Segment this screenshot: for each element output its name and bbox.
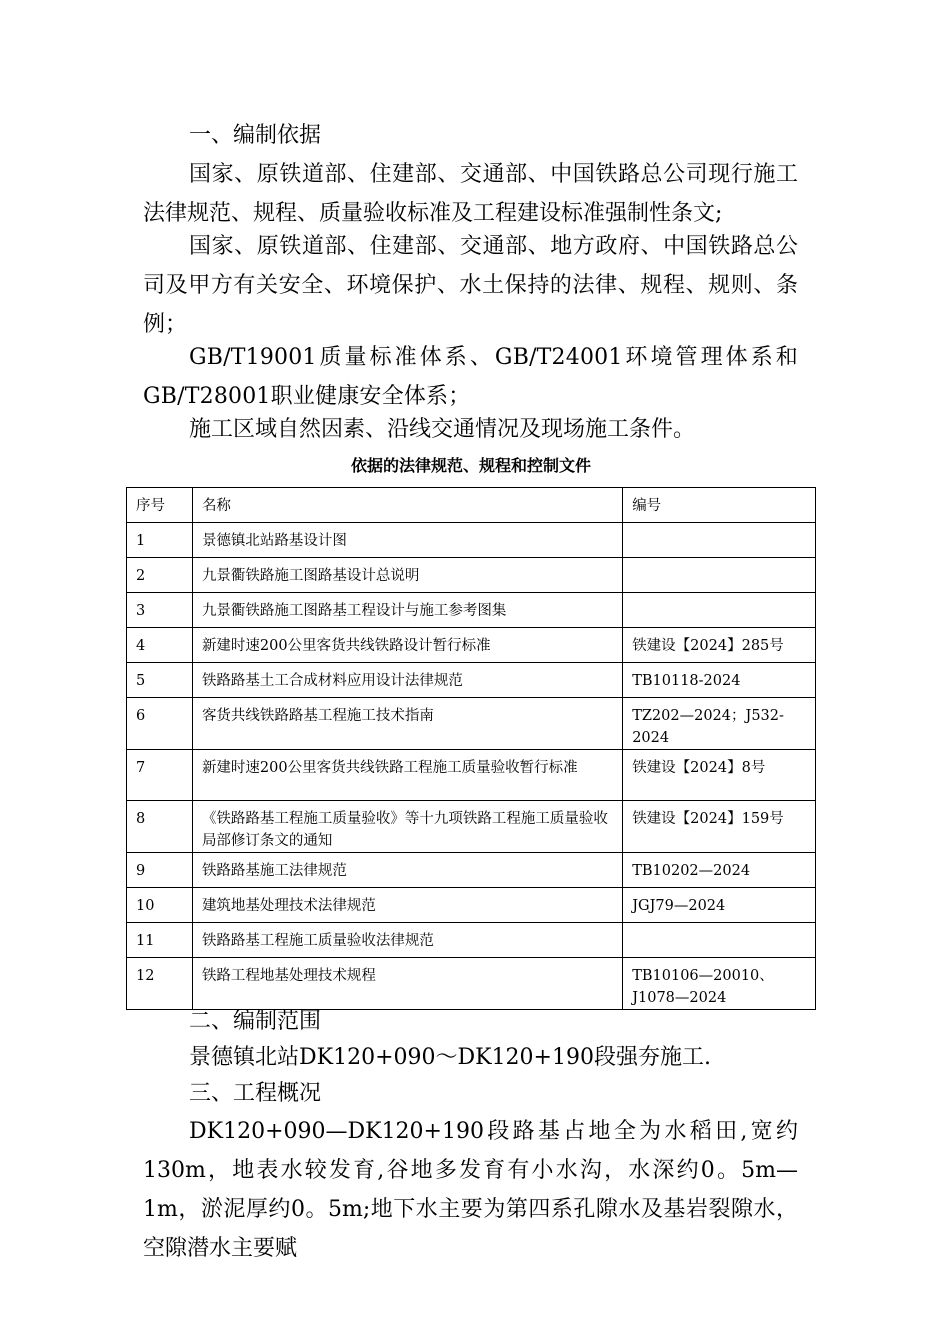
- cell-name: 铁路路基施工法律规范: [192, 853, 622, 888]
- cell-name: 建筑地基处理技术法律规范: [192, 888, 622, 923]
- paragraph-4: 施工区域自然因素、沿线交通情况及现场施工条件。: [189, 417, 696, 442]
- paragraph-2: 国家、原铁道部、住建部、交通部、地方政府、中国铁路总公司及甲方有关安全、环境保护、水土保持的法律、规程、规则、条例；: [143, 234, 798, 337]
- cell-no: 8: [127, 801, 193, 853]
- cell-name: 铁路工程地基处理技术规程: [192, 958, 622, 1010]
- section-2-heading: 二、编制范围: [189, 1009, 322, 1034]
- table-row: [127, 888, 816, 923]
- table-row: [127, 958, 816, 1010]
- cell-no: 1: [127, 523, 193, 558]
- cell-no: 10: [127, 888, 193, 923]
- table-row: [127, 923, 816, 958]
- cell-no: 6: [127, 698, 193, 750]
- header-no: 序号: [127, 488, 193, 523]
- cell-code: TB10202—2024: [623, 853, 816, 888]
- cell-name: 新建时速200公里客货共线铁路工程施工质量验收暂行标准: [192, 750, 622, 801]
- table-row: [127, 663, 816, 698]
- header-name: 名称: [192, 488, 622, 523]
- cell-code: TZ202—2024；J532-2024: [623, 698, 816, 750]
- cell-no: 9: [127, 853, 193, 888]
- paragraph-1: 国家、原铁道部、住建部、交通部、中国铁路总公司现行施工法律规范、规程、质量验收标准及工程建设标准强制性条文;: [143, 162, 798, 226]
- table-row: [127, 698, 816, 750]
- cell-code: [623, 523, 816, 558]
- cell-name: 九景衢铁路施工图路基设计总说明: [192, 558, 622, 593]
- section-2-text: 景德镇北站DK120+090～DK120+190段强夯施工.: [189, 1045, 711, 1070]
- cell-code: TB10118-2024: [623, 663, 816, 698]
- cell-name: 铁路路基工程施工质量验收法律规范: [192, 923, 622, 958]
- cell-code: 铁建设【2024】159号: [623, 801, 816, 853]
- section-3-text: DK120+090—DK120+190段路基占地全为水稻田,宽约130m，地表水较发育,谷地多发育有小水沟，水深约0。5m—1m，淤泥厚约0。5m;地下水主要为第四系孔隙水及基岩裂隙水，空隙潜水主要赋: [143, 1119, 798, 1261]
- table-row: [127, 558, 816, 593]
- cell-no: 12: [127, 958, 193, 1010]
- table-row: [127, 628, 816, 663]
- paragraph-3: GB/T19001质量标准体系、GB/T24001环境管理体系和GB/T28001职业健康安全体系；: [143, 345, 798, 409]
- cell-name: 《铁路路基工程施工质量验收》等十九项铁路工程施工质量验收局部修订条文的通知: [192, 801, 622, 853]
- cell-no: 3: [127, 593, 193, 628]
- table-caption: 依据的法律规范、规程和控制文件: [350, 456, 591, 475]
- header-code: 编号: [623, 488, 816, 523]
- cell-name: 景德镇北站路基设计图: [192, 523, 622, 558]
- section-3-heading: 三、工程概况: [189, 1081, 322, 1106]
- cell-no: 7: [127, 750, 193, 801]
- cell-code: 铁建设【2024】285号: [623, 628, 816, 663]
- cell-code: TB10106—20010、J1078—2024: [623, 958, 816, 1010]
- cell-code: [623, 923, 816, 958]
- cell-no: 4: [127, 628, 193, 663]
- cell-name: 九景衢铁路施工图路基工程设计与施工参考图集: [192, 593, 622, 628]
- table-row: [127, 523, 816, 558]
- section-1-heading: 一、编制依据: [189, 123, 322, 148]
- cell-name: 新建时速200公里客货共线铁路设计暂行标准: [192, 628, 622, 663]
- table-header-row: [127, 488, 816, 523]
- cell-no: 11: [127, 923, 193, 958]
- table-row: [127, 593, 816, 628]
- cell-no: 2: [127, 558, 193, 593]
- table-row: [127, 853, 816, 888]
- cell-no: 5: [127, 663, 193, 698]
- table-row: [127, 801, 816, 853]
- cell-name: 铁路路基土工合成材料应用设计法律规范: [192, 663, 622, 698]
- cell-name: 客货共线铁路路基工程施工技术指南: [192, 698, 622, 750]
- cell-code: 铁建设【2024】8号: [623, 750, 816, 801]
- table-row: [127, 750, 816, 801]
- cell-code: [623, 558, 816, 593]
- reference-table: [126, 487, 816, 1010]
- cell-code: [623, 593, 816, 628]
- cell-code: JGJ79—2024: [623, 888, 816, 923]
